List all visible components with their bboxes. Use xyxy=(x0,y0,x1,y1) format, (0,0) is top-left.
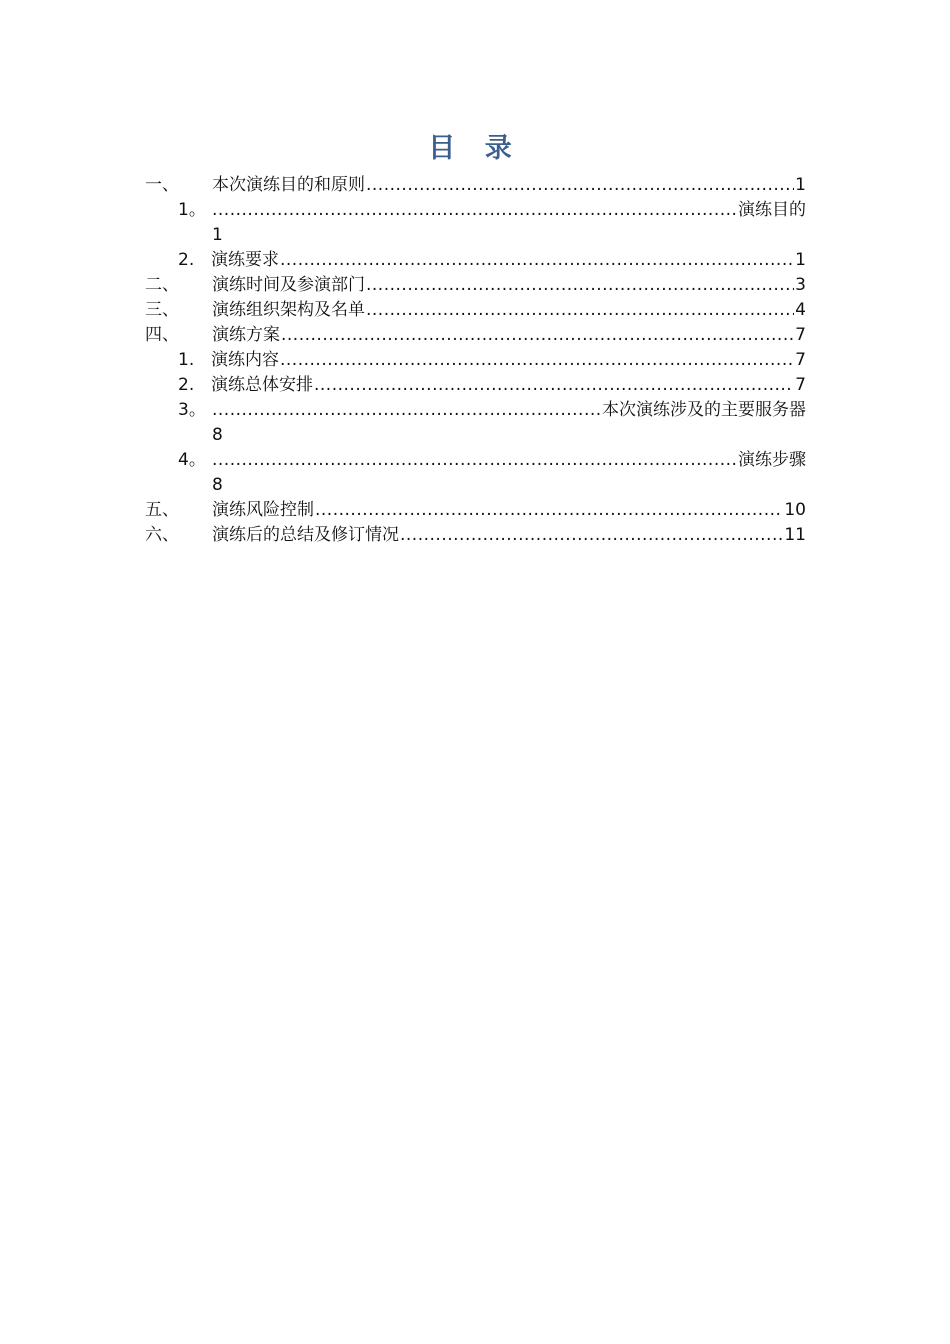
toc-entry-label: 本次演练涉及的主要服务器 xyxy=(602,400,806,420)
toc-entry[interactable] xyxy=(145,298,806,323)
toc-page-number: 8 xyxy=(212,425,223,445)
toc-entry-label: 演练方案 xyxy=(212,325,280,345)
toc-entry-number: 2. xyxy=(178,375,195,395)
toc-page-number: 10 xyxy=(784,500,806,520)
toc-entry[interactable] xyxy=(145,248,806,273)
toc-entry-label: 演练要求 xyxy=(211,250,279,270)
toc-entry[interactable] xyxy=(145,448,806,473)
toc-entry-label: 演练总体安排 xyxy=(211,375,313,395)
toc-entry-label: 演练组织架构及名单 xyxy=(212,300,365,320)
toc-page-number: 7 xyxy=(795,375,806,395)
toc-dot-leader xyxy=(212,448,737,473)
toc-entry[interactable] xyxy=(145,323,806,348)
toc-entry[interactable] xyxy=(145,348,806,373)
toc-dot-leader xyxy=(400,523,783,548)
toc-entry[interactable] xyxy=(145,398,806,423)
toc-entry-number: 3。 xyxy=(178,400,206,420)
toc-dot-leader xyxy=(366,298,794,323)
toc-entry-number: 1. xyxy=(178,350,195,370)
toc-page-number: 7 xyxy=(795,350,806,370)
toc-entry-number: 4。 xyxy=(178,450,206,470)
toc-entry-label: 演练步骤 xyxy=(738,450,806,470)
toc-page-number: 1 xyxy=(795,175,806,195)
toc-dot-leader xyxy=(315,498,783,523)
toc-dot-leader xyxy=(212,198,737,223)
toc-entry[interactable] xyxy=(145,198,806,223)
toc-entry[interactable] xyxy=(145,523,806,548)
toc-dot-leader xyxy=(366,273,794,298)
toc-page-number: 4 xyxy=(795,300,806,320)
toc-dot-leader xyxy=(366,173,794,198)
toc-entry-number: 2. xyxy=(178,250,195,270)
toc-page-number: 11 xyxy=(784,525,806,545)
toc-entry-label: 演练内容 xyxy=(211,350,279,370)
toc-page-number: 1 xyxy=(212,225,223,245)
toc-entry-label: 演练风险控制 xyxy=(212,500,314,520)
toc-entry-number: 四、 xyxy=(145,325,179,345)
toc-entry-label: 本次演练目的和原则 xyxy=(212,175,365,195)
toc-page-number: 8 xyxy=(212,475,223,495)
toc-entry[interactable] xyxy=(145,273,806,298)
toc-page-number: 7 xyxy=(795,325,806,345)
toc-page-number: 3 xyxy=(795,275,806,295)
toc-entry[interactable] xyxy=(145,373,806,398)
toc-entry-number: 1。 xyxy=(178,200,206,220)
toc-entry-number: 一、 xyxy=(145,175,179,195)
toc-dot-leader xyxy=(281,323,794,348)
toc-entry-number: 五、 xyxy=(145,500,179,520)
toc-entry[interactable] xyxy=(145,173,806,198)
toc-entry-label: 演练目的 xyxy=(738,200,806,220)
toc-entry-label: 演练时间及参演部门 xyxy=(212,275,365,295)
toc-entry-number: 二、 xyxy=(145,275,179,295)
toc-dot-leader xyxy=(314,373,794,398)
toc-entry-number: 六、 xyxy=(145,525,179,545)
toc-page-number: 1 xyxy=(795,250,806,270)
toc-entry-label: 演练后的总结及修订情况 xyxy=(212,525,399,545)
toc-dot-leader xyxy=(280,348,794,373)
toc-title: 目 录 xyxy=(428,133,522,164)
toc-entry-number: 三、 xyxy=(145,300,179,320)
toc-dot-leader xyxy=(212,398,601,423)
toc-dot-leader xyxy=(280,248,794,273)
toc-entry[interactable] xyxy=(145,498,806,523)
